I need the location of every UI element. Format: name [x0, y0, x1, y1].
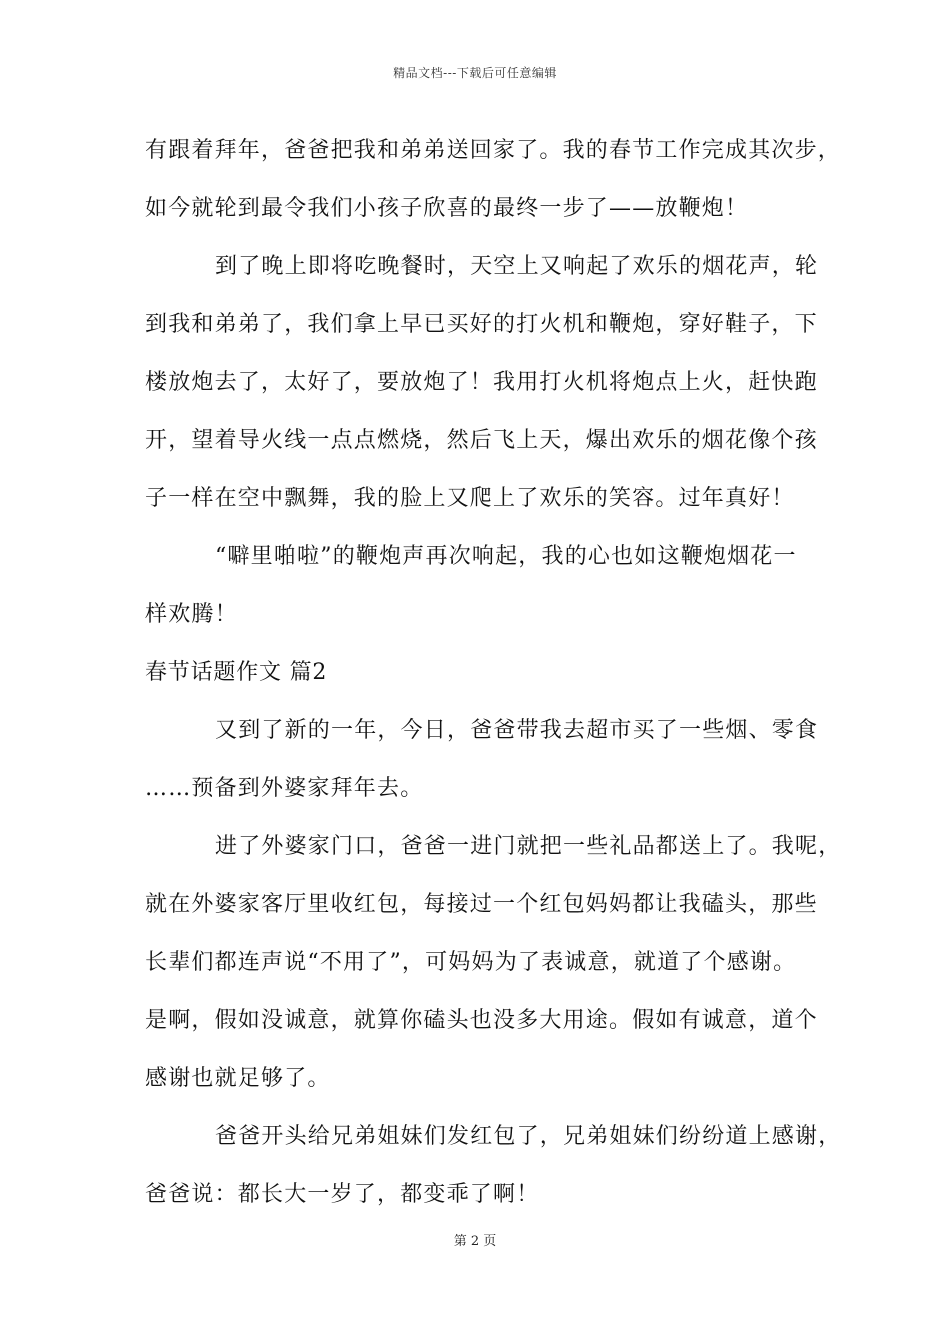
text-line: 如今就轮到最令我们小孩子欣喜的最终一步了——放鞭炮！: [145, 196, 749, 221]
page-number: 第 2 页: [453, 1234, 497, 1249]
text-line: 感谢也就足够了。: [145, 1066, 331, 1091]
document-body: [145, 128, 842, 1230]
paragraph-start: 又到了新的一年，今日，爸爸带我去超市买了一些烟、零食: [215, 718, 819, 743]
paragraph-start: 到了晚上即将吃晚餐时，天空上又响起了欢乐的烟花声，轮: [215, 254, 819, 279]
text-line: 样欢腾！: [145, 602, 238, 627]
paragraph-start: 进了外婆家门口，爸爸一进门就把一些礼品都送上了。我呢，: [215, 834, 842, 859]
text-line: 有跟着拜年，爸爸把我和弟弟送回家了。我的春节工作完成其次步，: [145, 138, 842, 163]
paragraph-start: 爸爸开头给兄弟姐妹们发红包了，兄弟姐妹们纷纷道上感谢，: [215, 1124, 842, 1149]
text-line: 子一样在空中飘舞，我的脸上又爬上了欢乐的笑容。过年真好！: [145, 486, 795, 511]
text-line: 长辈们都连声说“不用了”，可妈妈为了表诚意，就道了个感谢。: [145, 950, 797, 975]
text-line: 是啊，假如没诚意，就算你磕头也没多大用途。假如有诚意，道个: [145, 1008, 818, 1033]
page-header: 精品文档---下载后可任意编辑: [393, 66, 557, 80]
paragraph-start: “噼里啪啦”的鞭炮声再次响起，我的心也如这鞭炮烟花一: [215, 544, 797, 569]
section-heading: 春节话题作文 篇2: [145, 660, 328, 685]
text-line: ……预备到外婆家拜年去。: [145, 776, 424, 801]
text-line: 到我和弟弟了，我们拿上早已买好的打火机和鞭炮，穿好鞋子，下: [145, 312, 818, 337]
text-line: 就在外婆家客厅里收红包，每接过一个红包妈妈都让我磕头，那些: [145, 892, 818, 917]
text-line: 爸爸说：都长大一岁了，都变乖了啊！: [145, 1182, 540, 1207]
text-line: 楼放炮去了，太好了，要放炮了！我用打火机将炮点上火，赶快跑: [145, 370, 818, 395]
text-line: 开，望着导火线一点点燃烧，然后飞上天，爆出欢乐的烟花像个孩: [145, 428, 818, 453]
